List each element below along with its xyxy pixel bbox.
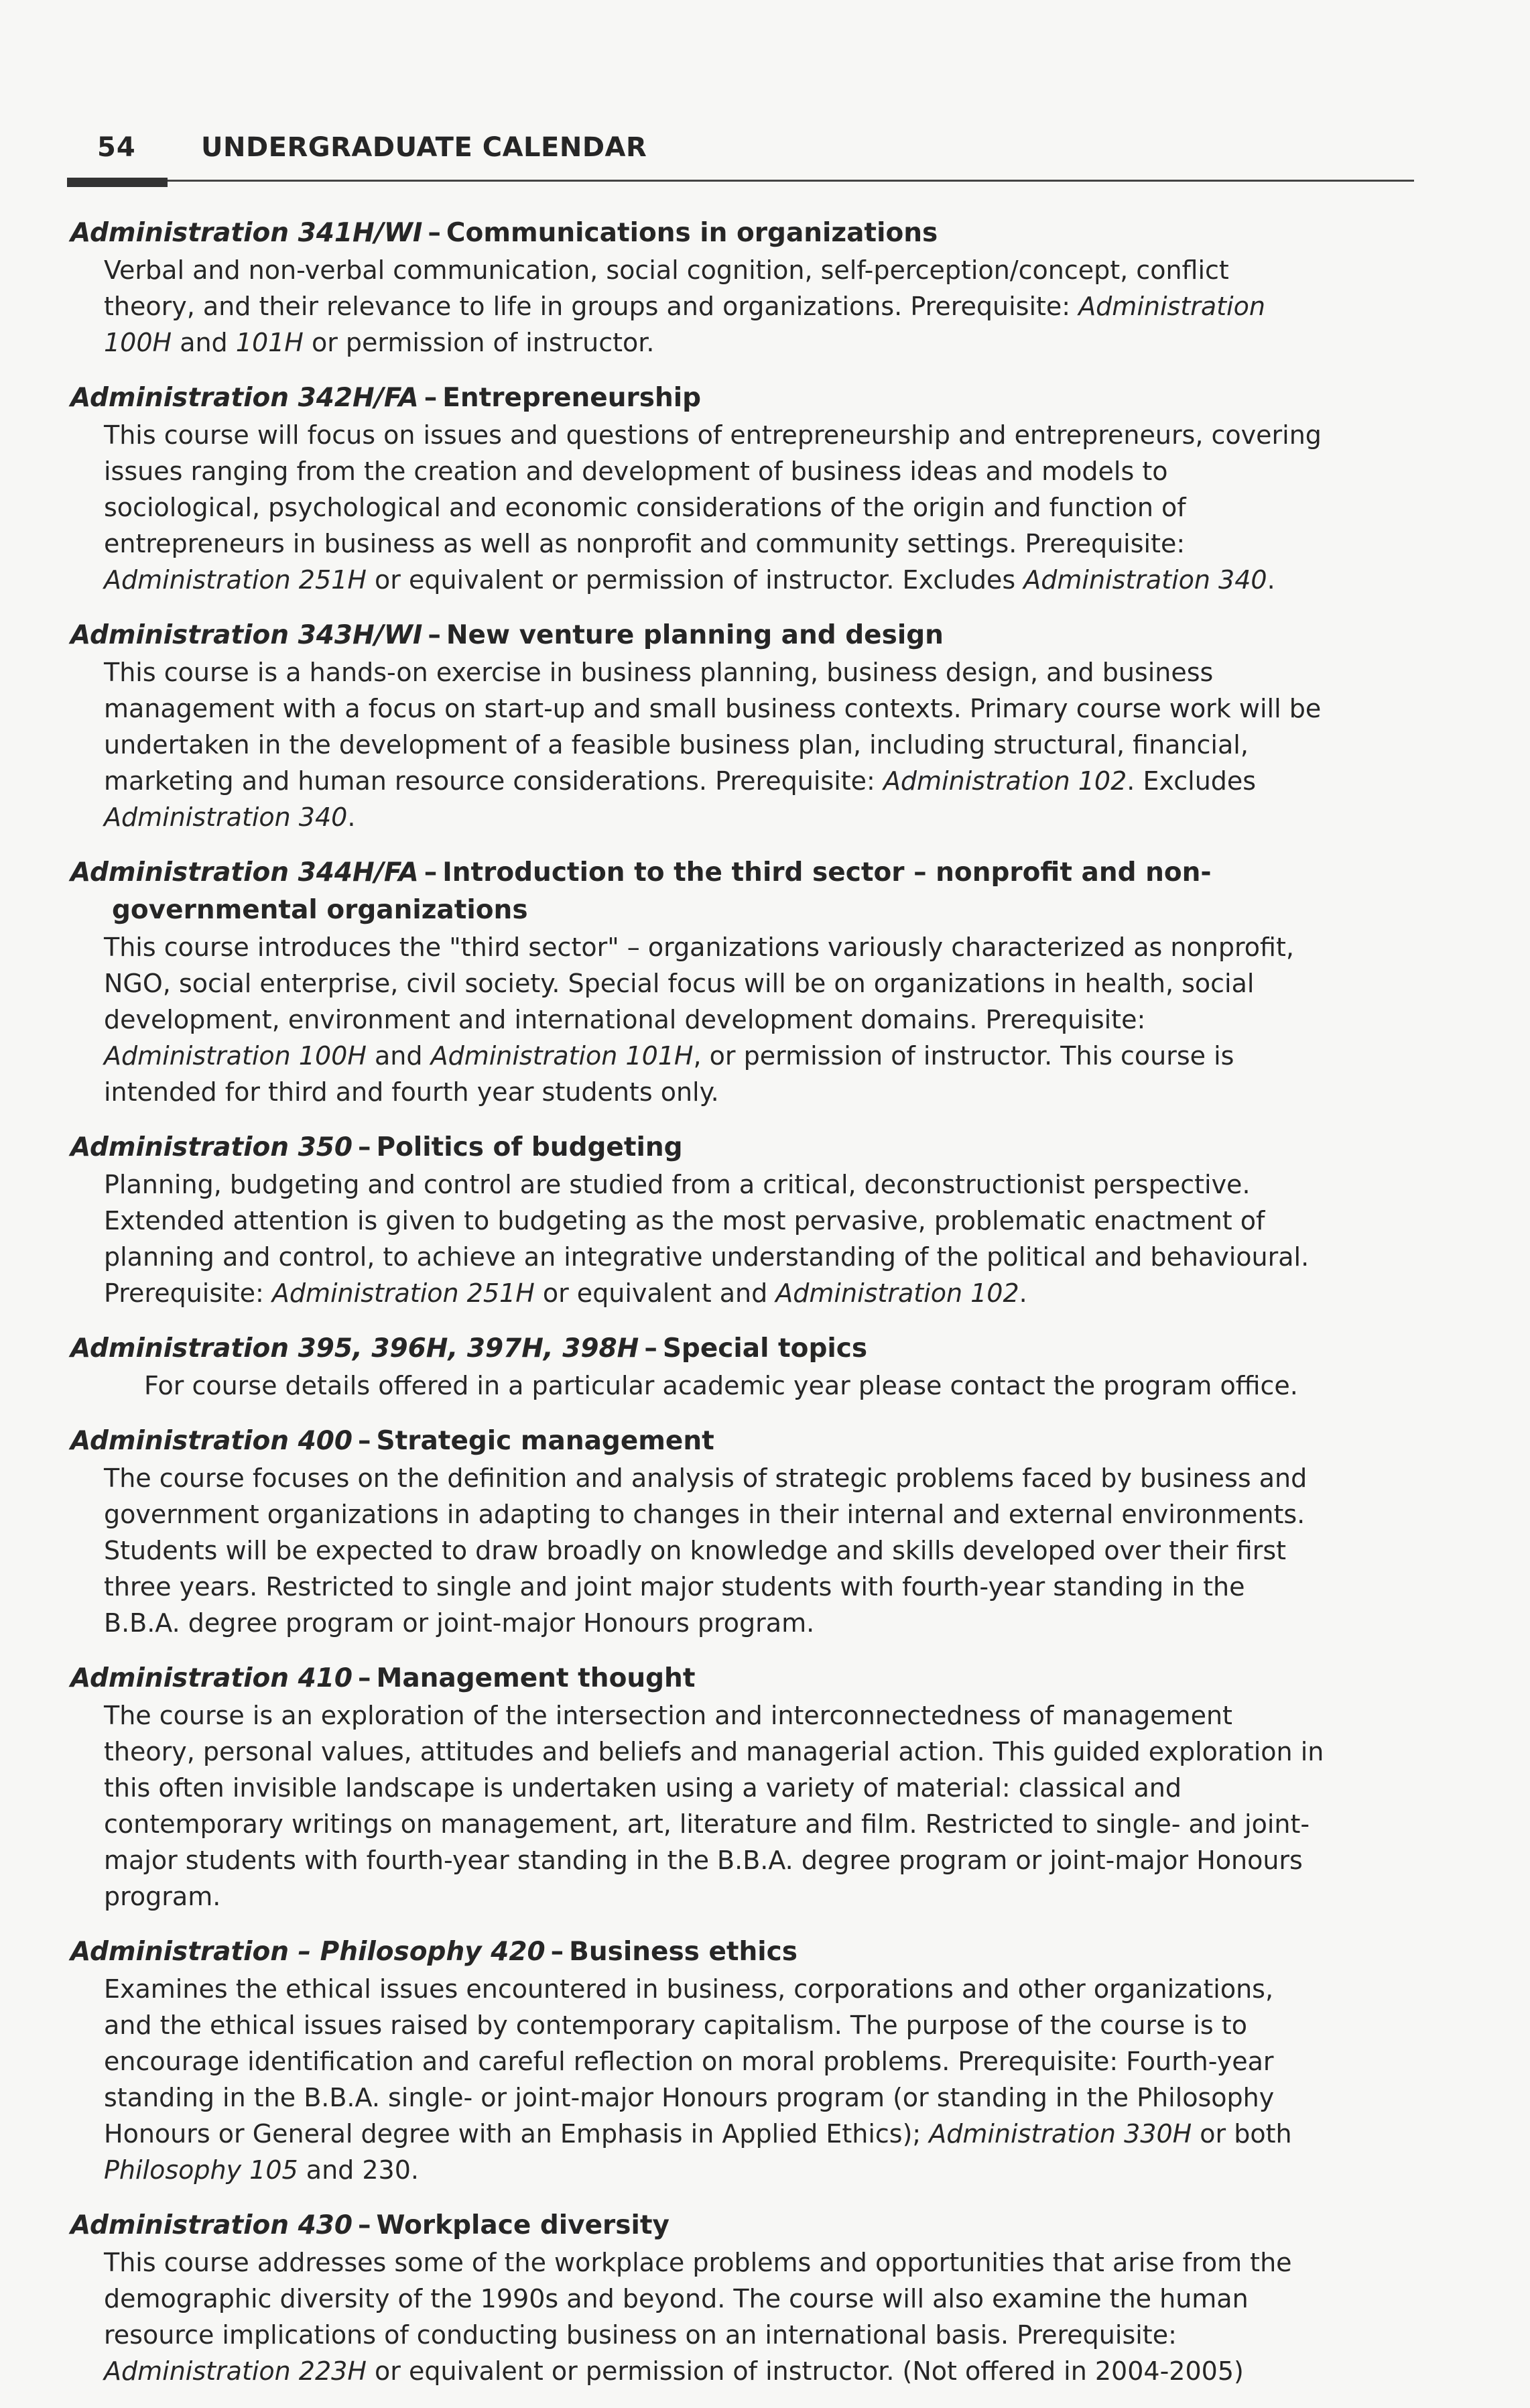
- course-entry: [70, 617, 1334, 835]
- header-rule-thick: [67, 178, 168, 187]
- description-text: .: [1267, 565, 1275, 595]
- course-description: [70, 1166, 1334, 1311]
- course-heading: Administration 410 – Management thought: [70, 1663, 696, 1693]
- course-title: New venture planning and design: [446, 620, 944, 650]
- description-text: Planning, budgeting and control are studied from a critical, deconstructionist perspective. Extended attention is given to budgeting as the most pervasive, problematic enactment of planning and control, to achieve an integrative understanding of the political and behavioural. Prerequisite:: [104, 1170, 1310, 1308]
- course-title: Strategic management: [376, 1426, 714, 1456]
- description-text: and: [366, 1041, 431, 1071]
- course-code: Administration 344H/FA: [70, 857, 419, 888]
- description-text: This course introduces the "third sector" – organizations variously characterized as nonprofit, NGO, social enterprise, civil society. Special focus will be on organizations in health, social development, environment and international development domains. Prerequisite:: [104, 932, 1294, 1034]
- course-code: Administration – Philosophy 420: [70, 1937, 546, 1967]
- course-description: [70, 417, 1334, 598]
- course-code: Administration 395, 396H, 397H, 398H: [70, 1333, 639, 1364]
- course-title: Management thought: [376, 1663, 696, 1693]
- description-text: and 230.: [298, 2155, 419, 2185]
- course-entry: [70, 1129, 1334, 1311]
- course-entry: [70, 1330, 1334, 1404]
- running-title: UNDERGRADUATE CALENDAR: [201, 132, 647, 163]
- course-heading: Administration 400 – Strategic management: [70, 1426, 714, 1456]
- prerequisite-course: Administration 102: [883, 766, 1127, 796]
- course-heading: Administration 350 – Politics of budgeting: [70, 1132, 683, 1162]
- description-text: and: [172, 328, 236, 357]
- description-text: This course will focus on issues and questions of entrepreneurship and entrepreneurs, covering issues ranging from the creation and development of business ideas and models to sociological, psychological and economic considerations of the origin and function of entrepreneurs in business as well as nonprofit and community settings. Prerequisite:: [104, 420, 1322, 558]
- course-entry: [70, 215, 1334, 361]
- course-description: [70, 252, 1334, 361]
- course-description: [70, 1368, 1334, 1404]
- course-heading: Administration 395, 396H, 397H, 398H – Special topics: [70, 1333, 868, 1364]
- course-heading: Administration 430 – Workplace diversity: [70, 2210, 670, 2240]
- description-text: This course addresses some of the workplace problems and opportunities that arise from the demographic diversity of the 1990s and beyond. The course will also examine the human resource implications of conducting business on an international basis. Prerequisite:: [104, 2248, 1292, 2350]
- description-text: , or permission of instructor. This course is intended for third and fourth year students only.: [104, 1041, 1234, 1107]
- description-text: or equivalent and: [534, 1278, 776, 1308]
- description-text: Examines the ethical issues encountered in business, corporations and other organizations, and the ethical issues raised by contemporary capitalism. The purpose of the course is to encourage identification and careful reflection on moral problems. Prerequisite: Fourth-year standing in the B.B.A. single- or joint-major Honours program (or standing in the Philosophy Honours or General degree with an Emphasis in Applied Ethics);: [104, 1974, 1275, 2149]
- course-description: [70, 2244, 1334, 2389]
- description-text: or both: [1192, 2119, 1292, 2149]
- description-text: Verbal and non-verbal communication, social cognition, self-perception/concept, conflict theory, and their relevance to life in groups and organizations. Prerequisite:: [104, 255, 1229, 321]
- course-entry: [70, 854, 1334, 1110]
- prerequisite-course: Administration 223H: [104, 2356, 367, 2386]
- course-heading: Administration 343H/WI – New venture planning and design: [70, 620, 944, 650]
- prerequisite-course: Administration 101H: [430, 1041, 694, 1071]
- excluded-course: Administration 340: [1023, 565, 1267, 595]
- course-description: [70, 1971, 1334, 2188]
- course-code: Administration 342H/FA: [70, 383, 419, 413]
- prerequisite-course: Philosophy 105: [104, 2155, 298, 2185]
- course-entry: [70, 1933, 1334, 2188]
- header-rule: [168, 180, 1414, 182]
- course-heading: Administration 341H/WI – Communications in organizations: [70, 218, 938, 248]
- course-entry: [70, 1423, 1334, 1641]
- course-entry: [70, 2207, 1334, 2389]
- course-title: Entrepreneurship: [442, 383, 701, 413]
- course-description: [70, 929, 1334, 1110]
- course-description: [70, 1697, 1334, 1915]
- prerequisite-course: Administration 330H: [929, 2119, 1192, 2149]
- course-entry: [70, 379, 1334, 598]
- description-text: or permission of instructor.: [303, 328, 655, 357]
- course-code: Administration 341H/WI: [70, 218, 423, 248]
- course-code: Administration 350: [70, 1132, 353, 1162]
- course-title: Communications in organizations: [446, 218, 938, 248]
- course-heading: Administration 342H/FA – Entrepreneurship: [70, 383, 701, 413]
- course-heading: Administration 344H/FA – Introduction to the third sector – nonprofit and non- governmental organizations: [70, 854, 1334, 929]
- description-text: or equivalent or permission of instructor. (Not offered in 2004-2005): [366, 2356, 1244, 2386]
- course-code: Administration 343H/WI: [70, 620, 423, 650]
- description-text: The course is an exploration of the intersection and interconnectedness of management theory, personal values, attitudes and beliefs and managerial action. This guided exploration in this often invisible landscape is undertaken using a variety of material: classical and contemporary writings on management, art, literature and film. Restricted to single- and joint-major students with fourth-year standing in the B.B.A. degree program or joint-major Honours program.: [104, 1701, 1324, 1911]
- prerequisite-course: Administration 100H: [104, 292, 1265, 357]
- course-title: Business ethics: [569, 1937, 798, 1967]
- prerequisite-course: Administration 251H: [271, 1278, 535, 1308]
- description-text: .: [347, 802, 356, 832]
- course-title: Special topics: [662, 1333, 868, 1364]
- description-text: . Excludes: [1127, 766, 1257, 796]
- course-description: [70, 654, 1334, 835]
- description-text: .: [1019, 1278, 1027, 1308]
- description-text: The course focuses on the definition and analysis of strategic problems faced by business and government organizations in adapting to changes in their internal and external environments. Students will be expected to draw broadly on knowledge and skills developed over their first three years. Restricted to single and joint major students with fourth-year standing in the B.B.A. degree program or joint-major Honours program.: [104, 1463, 1308, 1638]
- course-description: [70, 1460, 1334, 1641]
- page-header: [94, 124, 1320, 184]
- course-entry: [70, 1660, 1334, 1915]
- prerequisite-course: Administration 102: [775, 1278, 1019, 1308]
- description-text: or equivalent or permission of instructor. Excludes: [366, 565, 1024, 595]
- course-list: [70, 215, 1334, 2408]
- course-heading: Administration – Philosophy 420 – Business ethics: [70, 1937, 798, 1967]
- page-number: 54: [97, 132, 136, 163]
- prerequisite-course: 101H: [235, 328, 304, 357]
- excluded-course: Administration 340: [104, 802, 348, 832]
- course-title: Politics of budgeting: [376, 1132, 683, 1162]
- course-code: Administration 400: [70, 1426, 353, 1456]
- course-title-continued: governmental organizations: [112, 895, 528, 925]
- prerequisite-course: Administration 100H: [104, 1041, 367, 1071]
- description-text: This course is a hands-on exercise in business planning, business design, and business management with a focus on start-up and small business contexts. Primary course work will be undertaken in the development of a feasible business plan, including structural, financial, marketing and human resource considerations. Prerequisite:: [104, 658, 1322, 796]
- course-title: Workplace diversity: [376, 2210, 670, 2240]
- prerequisite-course: Administration 251H: [104, 565, 367, 595]
- course-title: Introduction to the third sector – nonprofit and non-: [442, 857, 1212, 888]
- course-code: Administration 430: [70, 2210, 353, 2240]
- course-code: Administration 410: [70, 1663, 353, 1693]
- description-text: For course details offered in a particular academic year please contact the program office.: [144, 1371, 1298, 1400]
